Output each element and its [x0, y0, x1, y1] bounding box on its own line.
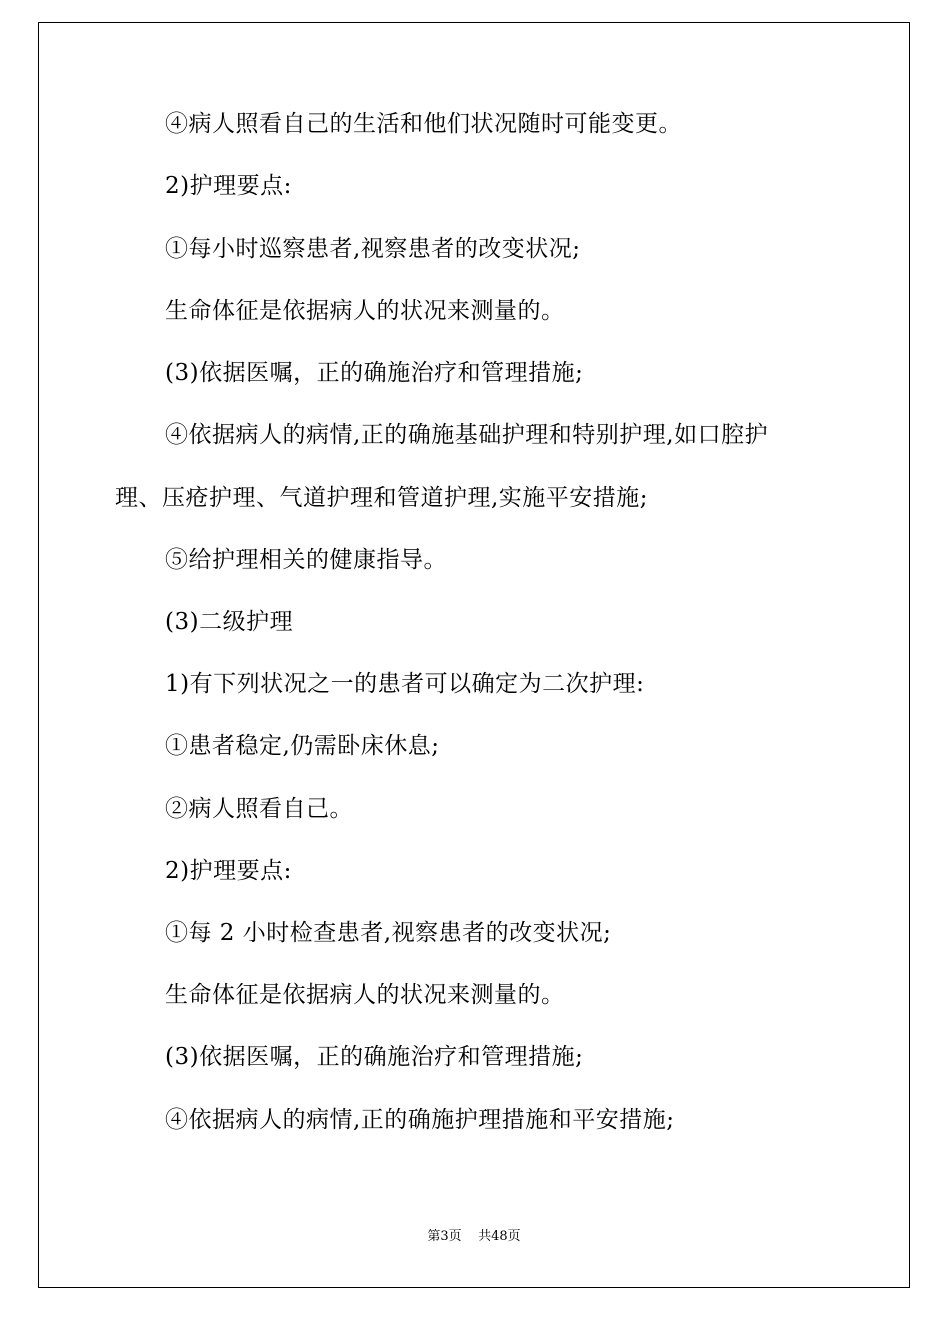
page-number: 第3页 共48页 [427, 1229, 521, 1244]
text-line: ①每小时巡察患者,视察患者的改变状况; [165, 236, 581, 262]
text-line: ①每 2 小时检查患者,视察患者的改变状况; [165, 920, 612, 946]
text-line: ②病人照看自己。 [165, 796, 353, 822]
text-line: (3)依据医嘱，正的确施治疗和管理措施; [165, 360, 584, 386]
text-line: 理、压疮护理、气道护理和管道护理,实施平安措施; [115, 485, 649, 511]
text-line: ④依据病人的病情,正的确施基础护理和特别护理,如口腔护 [165, 422, 769, 448]
text-line: 2)护理要点: [165, 173, 292, 199]
text-line: ④依据病人的病情,正的确施护理措施和平安措施; [165, 1107, 675, 1133]
text-line: 生命体征是依据病人的状况来测量的。 [165, 298, 565, 324]
text-line: 生命体征是依据病人的状况来测量的。 [165, 982, 565, 1008]
text-line: 1)有下列状况之一的患者可以确定为二次护理: [165, 671, 645, 697]
page-frame [38, 22, 910, 1288]
text-line: ④病人照看自己的生活和他们状况随时可能变更。 [165, 111, 682, 137]
text-line: ①患者稳定,仍需卧床休息; [165, 733, 440, 759]
text-line: ⑤给护理相关的健康指导。 [165, 547, 447, 573]
text-line: 2)护理要点: [165, 858, 292, 884]
text-line: (3)依据医嘱，正的确施治疗和管理措施; [165, 1044, 584, 1070]
text-line: (3)二级护理 [165, 609, 294, 635]
